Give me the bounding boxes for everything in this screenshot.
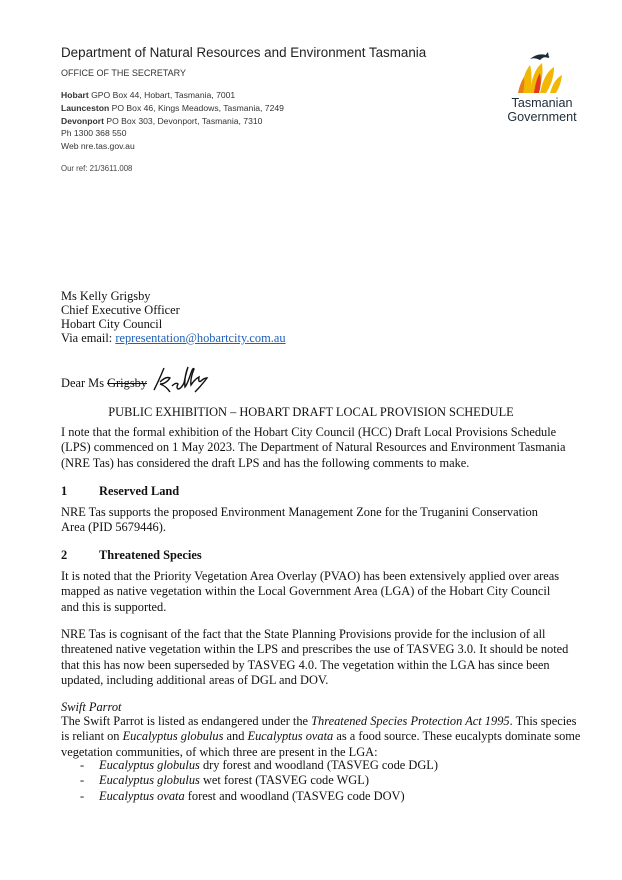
signature-icon: [146, 364, 226, 396]
recipient-organisation: Hobart City Council: [61, 317, 163, 331]
handwritten-kelly-signature: [146, 364, 226, 396]
recipient-email-link[interactable]: representation@hobartcity.com.au: [115, 331, 286, 345]
recipient-name: Ms Kelly Grigsby: [61, 289, 151, 303]
struck-surname: Grigsby: [107, 376, 148, 390]
intro-paragraph: I note that the formal exhibition of the Hobart City Council (HCC) Draft Local Provisions Schedule (LPS) commenced on 1 May 2023. The Department of Natural Resources and Environment Tasmania (NRE Tas) has considered the draft LPS and has the following comments to make.: [61, 425, 566, 470]
website: Web nre.tas.gov.au: [61, 141, 135, 151]
logo-line-2: Government: [507, 110, 577, 124]
address-devonport: Devonport PO Box 303, Devonport, Tasmania, 7310: [61, 116, 263, 126]
office-name: OFFICE OF THE SECRETARY: [61, 68, 187, 78]
vegetation-community-list: [80, 758, 438, 804]
letter-title: PUBLIC EXHIBITION – HOBART DRAFT LOCAL PROVISION SCHEDULE: [108, 405, 514, 419]
section-2-heading: 2 Threatened Species: [61, 548, 202, 562]
salutation: Dear Ms Grigsby: [61, 376, 148, 390]
list-item: - Eucalyptus globulus dry forest and woodland (TASVEG code DGL): [80, 758, 438, 772]
swift-parrot-heading: Swift Parrot: [61, 700, 122, 714]
address-launceston: Launceston PO Box 46, Kings Meadows, Tasmania, 7249: [61, 103, 284, 113]
list-item: - Eucalyptus globulus wet forest (TASVEG code WGL): [80, 773, 369, 788]
logo-line-1: Tasmanian: [511, 96, 573, 110]
swift-parrot-paragraph: The Swift Parrot is listed as endangered under the Threatened Species Protection Act 1995. This species is reliant on Eucalyptus globulus and Eucalyptus ovata as a food source. These eucalypts dominate some vegetation communities, of which three are present in the LGA:: [61, 714, 581, 759]
thylacine-emblem-icon: [500, 49, 584, 95]
list-item: - Eucalyptus ovata forest and woodland (TASVEG code DOV): [80, 788, 405, 803]
our-reference: Our ref: 21/3611.008: [61, 164, 133, 173]
section-1-paragraph: NRE Tas supports the proposed Environment Management Zone for the Truganini Conservation Area (PID 5679446).: [61, 505, 538, 535]
tasmanian-government-logo: [500, 49, 584, 125]
section-1-heading: 1 Reserved Land: [61, 484, 180, 498]
phone: Ph 1300 368 550: [61, 128, 127, 138]
address-hobart: Hobart GPO Box 44, Hobart, Tasmania, 7001: [61, 90, 236, 100]
department-name: Department of Natural Resources and Environment Tasmania: [61, 45, 427, 60]
recipient-email-line: Via email: representation@hobartcity.com.au: [61, 331, 286, 345]
recipient-position: Chief Executive Officer: [61, 303, 180, 317]
section-2-paragraph-1: It is noted that the Priority Vegetation Area Overlay (PVAO) has been extensively applied over areas mapped as native vegetation within the Local Government Area (LGA) of the Hobart City Council and this is supported.: [61, 569, 560, 614]
section-2-paragraph-2: NRE Tas is cognisant of the fact that the State Planning Provisions provide for the inclusion of all threatened native vegetation within the LPS and prescribes the use of TASVEG 3.0. It should be noted that this has now been superseded by TASVEG 4.0. The vegetation within the LGA has since been updated, including additional areas of DGL and DOV.: [61, 627, 569, 688]
